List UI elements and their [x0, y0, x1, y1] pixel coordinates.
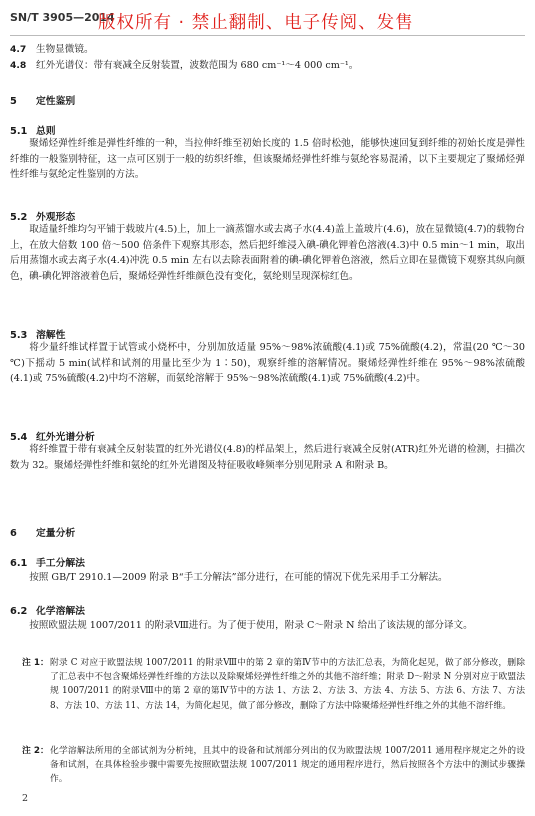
clause-text: 生物显微镜。 [36, 44, 94, 55]
section-title: 外观形态 [36, 212, 76, 223]
section-title: 红外光谱分析 [36, 432, 95, 443]
clause-text: 红外光谱仪：带有衰减全反射装置，波数范围为 680 cm⁻¹～4 000 cm⁻¹。 [36, 60, 359, 71]
section-6-1-text: 按照 GB/T 2910.1—2009 附录 B“手工分解法”部分进行，在可能的情况下优先采用手工分解法。 [29, 572, 448, 583]
section-title: 总则 [36, 126, 56, 137]
section-5-1-text: 聚烯烃弹性纤维是弹性纤维的一种，当拉伸纤维至初始长度的 1.5 倍时松弛，能够快速回复到纤维的初始长度是弹性纤维的一般鉴别特征，这一点可区别于一般的纺织纤维，但该聚烯烃弹性纤维与氨纶容易混淆，以下主要规定了聚烯烃弹性纤维与氨纶定性鉴别的方法。 [10, 138, 525, 180]
copyright-watermark: 版权所有 · 禁止翻制、电子传阅、发售 [98, 13, 414, 33]
note-2 [22, 744, 525, 787]
section-title: 溶解性 [36, 330, 66, 341]
section-number: 5.1 [10, 126, 28, 137]
section-title: 定性鉴别 [36, 96, 76, 107]
note-text: 附录 C 对应于欧盟法规 1007/2011 的附录Ⅷ中的第 2 章的第Ⅳ节中的方法汇总表，为简化起见，做了部分修改，删除了汇总表中不包含聚烯烃弹性纤维的方法以及除聚烯烃弹性纤维之外的其他不溶纤维；附录 D～附录 N 分别对应于欧盟法规 1007/2011 的附录Ⅷ中的第 2 章的第Ⅳ节中的方法 1、方法 2、方法 3、方法 4、方法 5、方法 6、方法 7、方法 8、方法 10、方法 11、方法 14，为简化起见，做了部分修改，删除了方法中除聚烯烃弹性纤维之外的其他不溶纤维。 [50, 658, 525, 711]
note-label: 注 1： [22, 658, 49, 668]
clause-number: 4.7 [10, 44, 27, 55]
section-5-2-text: 取适量纤维均匀平铺于载玻片(4.5)上，加上一滴蒸馏水或去离子水(4.4)盖上盖玻片(4.6)，放在显微镜(4.7)的载物台上，在放大倍数 100 倍～500 倍条件下观察其形态，然后把纤维浸入碘-碘化钾着色溶液(4.3)中 0.5 min～1 min，取出后用蒸馏水或去离子水(4.4)冲洗 0.5 min 左右以去除表面附着的碘-碘化钾着色溶液，然后立即在显微镜下观察其纵向颜色，碘-碘化钾溶液着色后，聚烯烃弹性纤维颜色没有变化，氨纶则呈现深棕红色。 [10, 224, 525, 282]
note-1 [22, 656, 525, 713]
note-label: 注 2： [22, 746, 49, 756]
clause-4-8 [10, 58, 358, 74]
standard-number: SN/T 3905—2014 [10, 11, 115, 24]
section-number: 6.2 [10, 606, 28, 617]
section-title: 定量分析 [36, 528, 76, 539]
clause-number: 4.8 [10, 60, 27, 71]
section-number: 5.3 [10, 330, 28, 341]
note-text: 化学溶解法所用的全部试剂为分析纯，且其中的设备和试剂部分列出的仅为欧盟法规 1007/2011 通用程序规定之外的设备和试剂，在具体检验步骤中需要先按照欧盟法规 1007/2011 规定的通用程序进行，然后按照各个方法中的测试步骤操作。 [50, 746, 525, 785]
section-title: 化学溶解法 [36, 606, 85, 617]
section-number: 6 [10, 528, 17, 539]
page-number: 2 [22, 793, 29, 804]
section-5-3-text: 将少量纤维试样置于试管或小烧杯中，分别加放适量 95%～98%浓硫酸(4.1)或 75%硫酸(4.2)，常温(20 ℃～30 ℃)下摇动 5 min(试样和试剂的用量比至少为 1∶50)，观察纤维的溶解情况。聚烯烃弹性纤维在 95%～98%浓硫酸(4.1)或 75%硫酸(4.2)中均不溶解，而氨纶溶解于 95%～98%浓硫酸(4.1)或 75%硫酸(4.2)中。 [10, 342, 525, 384]
section-number: 5.4 [10, 432, 28, 443]
page-header [10, 9, 525, 36]
clause-4-7 [10, 42, 94, 58]
section-6-heading [10, 526, 75, 542]
section-number: 5.2 [10, 212, 28, 223]
section-number: 5 [10, 96, 17, 107]
section-5-4-text: 将纤维置于带有衰减全反射装置的红外光谱仪(4.8)的样品架上，然后进行衰减全反射(ATR)红外光谱的检测，扫描次数为 32。聚烯烃弹性纤维和氨纶的红外光谱图及特征吸收峰频率分别见附录 A 和附录 B。 [10, 444, 525, 471]
section-number: 6.1 [10, 558, 28, 569]
section-5-heading [10, 94, 75, 110]
section-title: 手工分解法 [36, 558, 85, 569]
section-6-2-text: 按照欧盟法规 1007/2011 的附录Ⅷ进行。为了便于使用，附录 C～附录 N 给出了该法规的部分译文。 [29, 620, 473, 631]
